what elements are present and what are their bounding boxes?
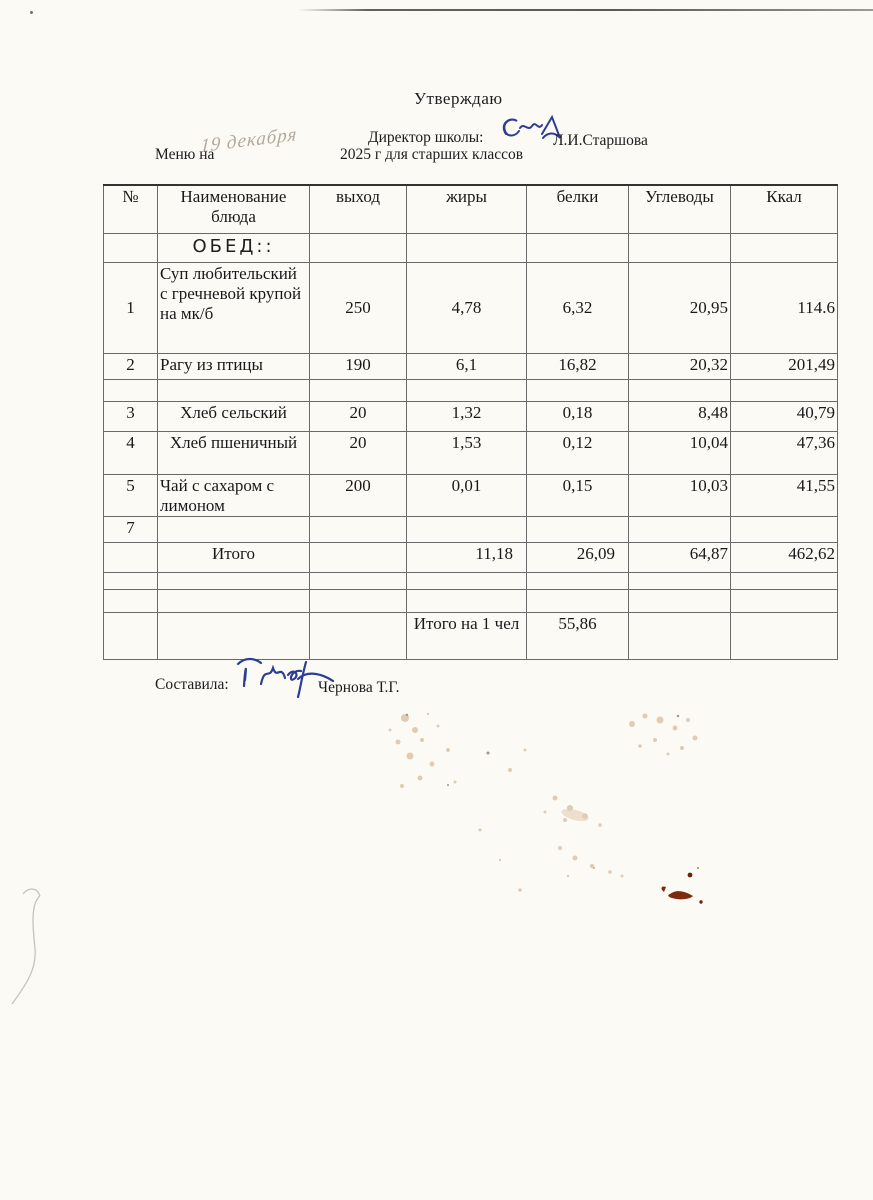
- scan-edge-line: [298, 9, 873, 11]
- table-cell: 1,32: [407, 401, 527, 431]
- table-cell: 10,03: [629, 474, 731, 516]
- table-header-row: [104, 185, 838, 233]
- table-row: [104, 516, 838, 542]
- table-row: [104, 474, 838, 516]
- table-cell: [527, 572, 629, 589]
- table-cell: [310, 379, 407, 401]
- table-cell: [731, 589, 838, 612]
- table-cell: [731, 516, 838, 542]
- column-header: №: [104, 185, 158, 233]
- column-header: белки: [527, 185, 629, 233]
- table-cell: [407, 572, 527, 589]
- menu-line-suffix: 2025 г для старших классов: [340, 146, 524, 163]
- table-cell: Итого на 1 чел: [407, 612, 527, 659]
- table-cell: [310, 516, 407, 542]
- table-cell: [629, 233, 731, 262]
- table-row: [104, 612, 838, 659]
- table-cell: 2: [104, 353, 158, 379]
- table-cell: 26,09: [527, 542, 629, 572]
- table-row: [104, 589, 838, 612]
- table-cell: 10,04: [629, 431, 731, 474]
- approve-heading: Утверждаю: [414, 89, 503, 108]
- composed-by-name: Чернова Т.Г.: [318, 679, 400, 696]
- table-cell: 20,95: [629, 262, 731, 353]
- table-row: [104, 353, 838, 379]
- table-cell: [407, 589, 527, 612]
- table-cell: 0,12: [527, 431, 629, 474]
- composed-by-label: Составила:: [155, 676, 229, 693]
- table-row: [104, 431, 838, 474]
- table-cell: [104, 589, 158, 612]
- section-label-cell: ОБЕД::: [158, 233, 310, 262]
- table-cell: 41,55: [731, 474, 838, 516]
- table-cell: [158, 589, 310, 612]
- table-cell: Рагу из птицы: [158, 353, 310, 379]
- table-cell: 20,32: [629, 353, 731, 379]
- table-cell: [310, 572, 407, 589]
- table-cell: [407, 516, 527, 542]
- table-cell: [731, 612, 838, 659]
- table-cell: [158, 516, 310, 542]
- table-cell: 114.6: [731, 262, 838, 353]
- table-cell: 250: [310, 262, 407, 353]
- table-cell: [527, 516, 629, 542]
- table-cell: [310, 233, 407, 262]
- table-cell: 201,49: [731, 353, 838, 379]
- table-row: [104, 262, 838, 353]
- table-cell: 6,1: [407, 353, 527, 379]
- column-header: Углеводы: [629, 185, 731, 233]
- table-cell: 3: [104, 401, 158, 431]
- table-cell: 11,18: [407, 542, 527, 572]
- table-cell: Хлеб сельский: [158, 401, 310, 431]
- table-cell: [731, 379, 838, 401]
- table-row: [104, 572, 838, 589]
- table-cell: [629, 379, 731, 401]
- table-cell: 1: [104, 262, 158, 353]
- table-cell: Итого: [158, 542, 310, 572]
- table-cell: [407, 379, 527, 401]
- table-cell: 1,53: [407, 431, 527, 474]
- table-cell: Чай с сахаром с лимоном: [158, 474, 310, 516]
- table-cell: 5: [104, 474, 158, 516]
- table-row: [104, 542, 838, 572]
- director-name: Л.И.Старшова: [553, 132, 648, 149]
- table-cell: 0,01: [407, 474, 527, 516]
- table-cell: [629, 516, 731, 542]
- director-label: Директор школы:: [368, 129, 484, 146]
- table-cell: 4,78: [407, 262, 527, 353]
- table-cell: 0,18: [527, 401, 629, 431]
- table-cell: 64,87: [629, 542, 731, 572]
- table-row: [104, 379, 838, 401]
- table-cell: 20: [310, 401, 407, 431]
- table-cell: [104, 233, 158, 262]
- table-cell: 190: [310, 353, 407, 379]
- table-cell: [629, 589, 731, 612]
- handwritten-date: 19 декабря: [199, 123, 298, 158]
- table-row: [104, 401, 838, 431]
- table-cell: Суп любительский с гречневой крупой на мк/б: [158, 262, 310, 353]
- table-cell: [158, 379, 310, 401]
- table-cell: [104, 542, 158, 572]
- table-cell: 462,62: [731, 542, 838, 572]
- table-cell: 16,82: [527, 353, 629, 379]
- column-header: жиры: [407, 185, 527, 233]
- column-header: Ккал: [731, 185, 838, 233]
- table-cell: 8,48: [629, 401, 731, 431]
- table-cell: Хлеб пшеничный: [158, 431, 310, 474]
- table-cell: [104, 572, 158, 589]
- table-cell: 40,79: [731, 401, 838, 431]
- table-cell: 0,15: [527, 474, 629, 516]
- menu-table: [103, 184, 838, 660]
- table-cell: 20: [310, 431, 407, 474]
- table-body: [104, 233, 838, 659]
- table-cell: 47,36: [731, 431, 838, 474]
- table-cell: 4: [104, 431, 158, 474]
- table-cell: [731, 572, 838, 589]
- table-cell: [629, 572, 731, 589]
- rust-stain-mark: [648, 862, 728, 922]
- column-header: выход: [310, 185, 407, 233]
- table-cell: [310, 542, 407, 572]
- scan-hairline-artifact: [2, 878, 66, 1018]
- table-cell: [104, 612, 158, 659]
- table-cell: 200: [310, 474, 407, 516]
- table-cell: [527, 379, 629, 401]
- column-header: Наименование блюда: [158, 185, 310, 233]
- table-cell: 7: [104, 516, 158, 542]
- table-cell: [731, 233, 838, 262]
- table-cell: [310, 589, 407, 612]
- table-cell: [104, 379, 158, 401]
- scan-speck: [30, 11, 33, 14]
- table-cell: 6,32: [527, 262, 629, 353]
- table-cell: [158, 572, 310, 589]
- menu-line-prefix: Меню на: [155, 146, 215, 163]
- table-cell: [527, 233, 629, 262]
- table-cell: [407, 233, 527, 262]
- table-cell: [527, 589, 629, 612]
- table-row: [104, 233, 838, 262]
- table-cell: [629, 612, 731, 659]
- table-cell: 55,86: [527, 612, 629, 659]
